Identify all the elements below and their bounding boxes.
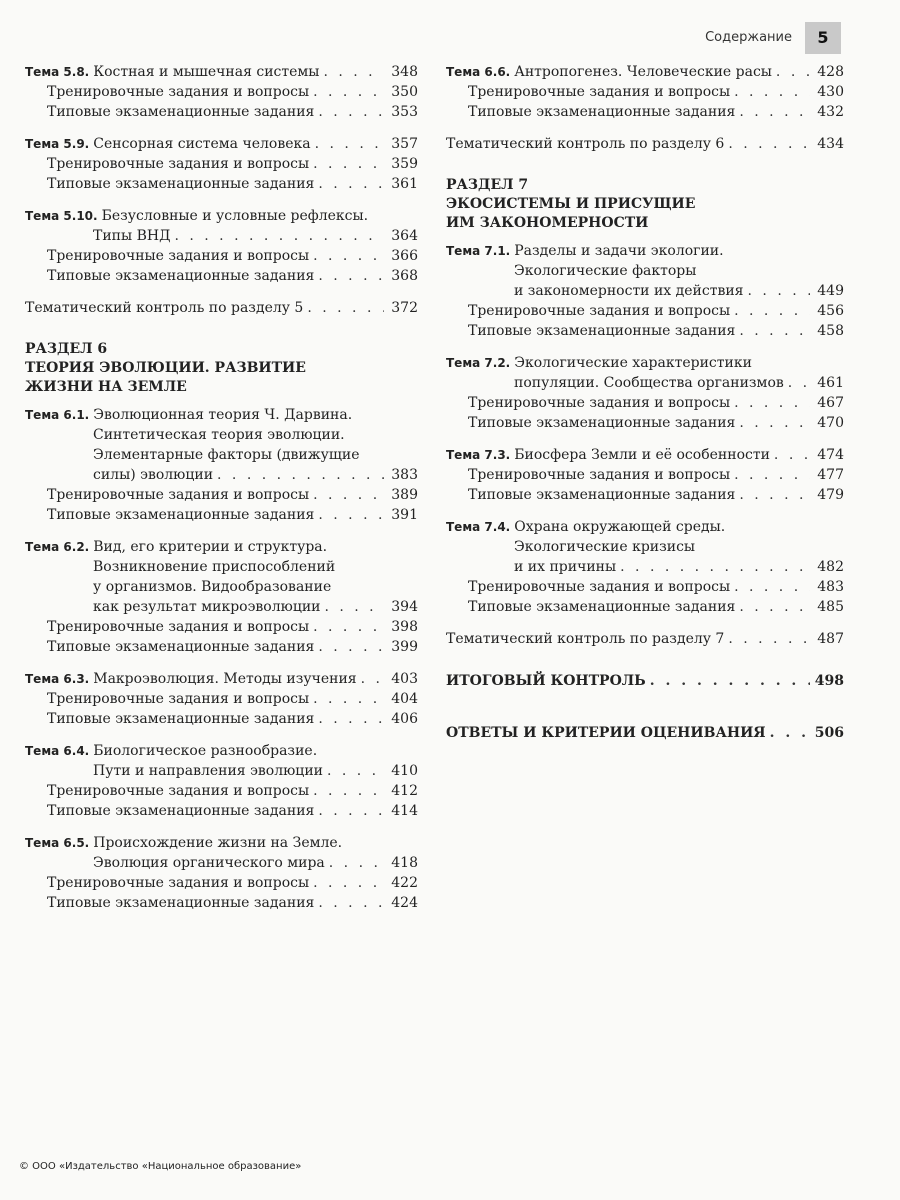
toc-topic [25, 405, 418, 525]
leader-dots [303, 298, 384, 318]
subentry-text: Тренировочные задания и вопросы [47, 619, 310, 635]
topic-title-line [25, 597, 418, 617]
subentry [446, 102, 844, 122]
subentry-page: 404 [391, 691, 418, 707]
subentry-page: 389 [391, 487, 418, 503]
section-heading-line: РАЗДЕЛ 6 [25, 341, 108, 357]
topic-title-line [446, 261, 844, 281]
subentry [25, 637, 418, 657]
leader-dots [314, 505, 384, 525]
topic-title-line [25, 62, 418, 82]
leader-dots [314, 102, 384, 122]
toc-topic [25, 206, 418, 286]
topic-title-text: и закономерности их действия [514, 283, 744, 299]
topic-title-line [25, 669, 418, 689]
topic-page: 461 [817, 375, 844, 391]
topic-title-line [25, 741, 418, 761]
topic-title-line [25, 134, 418, 154]
topic-title-line [25, 761, 418, 781]
subentry [25, 485, 418, 505]
topic-title-text: Макроэволюция. Методы изучения [93, 671, 357, 687]
topic-title-text: Безусловные и условные рефлексы. [101, 208, 369, 224]
topic-title-line [446, 557, 844, 577]
topic-page: 364 [391, 228, 418, 244]
leader-dots [735, 597, 810, 617]
leader-dots [314, 637, 384, 657]
leader-dots [309, 617, 384, 637]
section-heading-line: ЖИЗНИ НА ЗЕМЛЕ [25, 379, 187, 395]
subentry [25, 82, 418, 102]
topic-title-text: Биологическое разнообразие. [93, 743, 318, 759]
section-heading-line: ТЕОРИЯ ЭВОЛЮЦИИ. РАЗВИТИЕ [25, 360, 306, 376]
subentry-text: Типовые экзаменационные задания [468, 104, 736, 120]
subentry-page: 430 [817, 84, 844, 100]
subentry [446, 301, 844, 321]
subentry [25, 266, 418, 286]
topic-title-line [25, 226, 418, 246]
topic-number: Тема 6.6. [446, 65, 511, 79]
running-header-title: Содержание [705, 30, 792, 45]
toc-topic [25, 134, 418, 194]
topic-title-line [446, 353, 844, 373]
leader-dots [311, 134, 384, 154]
subentry [446, 321, 844, 341]
topic-title-text: силы) эволюции [93, 467, 214, 483]
topic-page: 410 [391, 763, 418, 779]
topic-page: 394 [391, 599, 418, 615]
leader-dots [735, 485, 810, 505]
thematic-control-entry-page: 434 [817, 136, 844, 152]
leader-dots [730, 577, 810, 597]
subentry-page: 456 [817, 303, 844, 319]
topic-title-text: Биосфера Земли и её особенности [514, 447, 770, 463]
topic-title-text: Вид, его критерии и структура. [93, 539, 328, 555]
copyright-footer: © ООО «Издательство «Национальное образование» [19, 1161, 302, 1172]
leader-dots [320, 597, 384, 617]
topic-page: 357 [391, 136, 418, 152]
leader-dots [325, 853, 384, 873]
subentry [25, 102, 418, 122]
toc-topic [446, 241, 844, 341]
subentry-text: Тренировочные задания и вопросы [468, 303, 731, 319]
thematic-control-entry-text: Тематический контроль по разделу 6 [446, 136, 725, 152]
subentry [25, 893, 418, 913]
leader-dots [309, 154, 384, 174]
topic-title-text: Экологические факторы [514, 263, 697, 279]
subentry-page: 483 [817, 579, 844, 595]
thematic-control-entry [446, 629, 844, 649]
subentry-page: 406 [391, 711, 418, 727]
subentry-text: Типовые экзаменационные задания [468, 599, 736, 615]
subentry-page: 368 [391, 268, 418, 284]
topic-number: Тема 7.3. [446, 448, 511, 462]
subentry-page: 359 [391, 156, 418, 172]
leader-dots [323, 761, 384, 781]
topic-title-line [25, 577, 418, 597]
subentry [25, 154, 418, 174]
leader-dots [730, 301, 810, 321]
subentry-text: Тренировочные задания и вопросы [468, 84, 731, 100]
subentry [25, 617, 418, 637]
topic-page: 418 [391, 855, 418, 871]
subentry-text: Тренировочные задания и вопросы [47, 875, 310, 891]
toc-topic [25, 833, 418, 913]
toc-topic [446, 353, 844, 433]
topic-number: Тема 6.5. [25, 836, 90, 850]
toc-left-column [25, 62, 418, 925]
topic-title-line [446, 445, 844, 465]
topic-page: 403 [391, 671, 418, 687]
final-entry-text: ОТВЕТЫ И КРИТЕРИИ ОЦЕНИВАНИЯ [446, 725, 766, 741]
subentry-page: 414 [391, 803, 418, 819]
toc-topic [446, 517, 844, 617]
subentry-text: Типовые экзаменационные задания [47, 711, 315, 727]
leader-dots [744, 281, 810, 301]
subentry-page: 391 [391, 507, 418, 523]
subentry-text: Типовые экзаменационные задания [47, 639, 315, 655]
leader-dots [314, 174, 384, 194]
subentry [25, 801, 418, 821]
subentry [25, 781, 418, 801]
topic-page: 348 [391, 64, 418, 80]
subentry-page: 412 [391, 783, 418, 799]
subentry-page: 470 [817, 415, 844, 431]
subentry-text: Типовые экзаменационные задания [47, 268, 315, 284]
leader-dots [730, 393, 810, 413]
subentry-text: Тренировочные задания и вопросы [47, 487, 310, 503]
subentry-page: 353 [391, 104, 418, 120]
leader-dots [784, 373, 810, 393]
topic-title-line [25, 537, 418, 557]
topic-title-line [25, 833, 418, 853]
topic-number: Тема 5.10. [25, 209, 98, 223]
topic-number: Тема 6.3. [25, 672, 90, 686]
leader-dots [314, 266, 384, 286]
topic-title-text: Типы ВНД [93, 228, 171, 244]
topic-page: 383 [391, 467, 418, 483]
topic-title-text: Охрана окружающей среды. [514, 519, 726, 535]
section-heading [446, 176, 844, 233]
toc-topic [446, 445, 844, 505]
topic-number: Тема 7.4. [446, 520, 511, 534]
thematic-control-entry-page: 487 [817, 631, 844, 647]
topic-title-text: Эволюция органического мира [93, 855, 325, 871]
toc-right-column [446, 62, 844, 775]
leader-dots [735, 102, 810, 122]
subentry-text: Тренировочные задания и вопросы [468, 579, 731, 595]
final-entry [446, 723, 844, 743]
leader-dots [646, 671, 810, 691]
leader-dots [772, 62, 810, 82]
leader-dots [314, 709, 384, 729]
toc-topic [25, 537, 418, 657]
topic-title-text: Возникновение приспособлений [93, 559, 336, 575]
leader-dots [730, 82, 810, 102]
leader-dots [616, 557, 810, 577]
subentry [446, 82, 844, 102]
subentry-text: Типовые экзаменационные задания [47, 176, 315, 192]
topic-title-text: Костная и мышечная системы [93, 64, 320, 80]
topic-title-text: как результат микроэволюции [93, 599, 321, 615]
subentry-page: 467 [817, 395, 844, 411]
subentry [25, 505, 418, 525]
leader-dots [766, 723, 810, 743]
leader-dots [309, 246, 384, 266]
subentry-page: 479 [817, 487, 844, 503]
topic-page: 428 [817, 64, 844, 80]
subentry [446, 393, 844, 413]
topic-title-text: у организмов. Видообразование [93, 579, 332, 595]
topic-title-line [25, 853, 418, 873]
thematic-control-entry [25, 298, 418, 318]
topic-title-text: Антропогенез. Человеческие расы [514, 64, 772, 80]
subentry-page: 424 [391, 895, 418, 911]
topic-title-line [25, 425, 418, 445]
topic-number: Тема 6.2. [25, 540, 90, 554]
subentry-text: Тренировочные задания и вопросы [468, 395, 731, 411]
topic-title-text: Синтетическая теория эволюции. [93, 427, 345, 443]
topic-title-line [446, 537, 844, 557]
leader-dots [309, 689, 384, 709]
section-heading-line: ЭКОСИСТЕМЫ И ПРИСУЩИЕ [446, 196, 696, 212]
subentry [446, 413, 844, 433]
leader-dots [357, 669, 384, 689]
topic-title-line [446, 281, 844, 301]
subentry-text: Тренировочные задания и вопросы [47, 248, 310, 264]
section-heading-line: РАЗДЕЛ 7 [446, 177, 529, 193]
leader-dots [309, 82, 384, 102]
subentry-text: Тренировочные задания и вопросы [47, 84, 310, 100]
leader-dots [314, 893, 384, 913]
leader-dots [724, 134, 810, 154]
topic-title-text: Элементарные факторы (движущие [93, 447, 360, 463]
subentry-text: Типовые экзаменационные задания [468, 323, 736, 339]
subentry-text: Тренировочные задания и вопросы [47, 691, 310, 707]
subentry [446, 597, 844, 617]
topic-title-line [25, 465, 418, 485]
leader-dots [770, 445, 810, 465]
leader-dots [213, 465, 384, 485]
page-number-badge: 5 [805, 22, 841, 54]
leader-dots [309, 873, 384, 893]
thematic-control-entry-text: Тематический контроль по разделу 7 [446, 631, 725, 647]
topic-title-text: Экологические кризисы [514, 539, 696, 555]
leader-dots [314, 801, 384, 821]
topic-title-line [446, 517, 844, 537]
subentry [25, 689, 418, 709]
toc-topic [25, 62, 418, 122]
topic-title-text: Разделы и задачи экологии. [514, 243, 724, 259]
topic-title-text: Сенсорная система человека [93, 136, 311, 152]
subentry [25, 709, 418, 729]
topic-number: Тема 7.1. [446, 244, 511, 258]
topic-title-text: Эволюционная теория Ч. Дарвина. [93, 407, 353, 423]
leader-dots [170, 226, 384, 246]
section-heading-line: ИМ ЗАКОНОМЕРНОСТИ [446, 215, 649, 231]
topic-number: Тема 6.4. [25, 744, 90, 758]
subentry [25, 246, 418, 266]
subentry-page: 485 [817, 599, 844, 615]
topic-title-line [446, 373, 844, 393]
subentry [446, 485, 844, 505]
leader-dots [730, 465, 810, 485]
topic-number: Тема 5.8. [25, 65, 90, 79]
topic-title-line [25, 557, 418, 577]
leader-dots [309, 781, 384, 801]
topic-title-text: популяции. Сообщества организмов [514, 375, 784, 391]
subentry-page: 432 [817, 104, 844, 120]
subentry-page: 422 [391, 875, 418, 891]
leader-dots [735, 413, 810, 433]
subentry-text: Типовые экзаменационные задания [47, 507, 315, 523]
topic-number: Тема 6.1. [25, 408, 90, 422]
subentry-text: Типовые экзаменационные задания [47, 104, 315, 120]
topic-page: 449 [817, 283, 844, 299]
topic-title-text: Происхождение жизни на Земле. [93, 835, 343, 851]
subentry-page: 366 [391, 248, 418, 264]
subentry [446, 465, 844, 485]
topic-title-line [446, 62, 844, 82]
topic-title-line [446, 241, 844, 261]
topic-title-line [25, 206, 418, 226]
section-heading [25, 340, 418, 397]
subentry-text: Тренировочные задания и вопросы [47, 156, 310, 172]
thematic-control-entry-text: Тематический контроль по разделу 5 [25, 300, 304, 316]
subentry [25, 174, 418, 194]
subentry-page: 361 [391, 176, 418, 192]
subentry-page: 398 [391, 619, 418, 635]
final-entry-page: 498 [814, 673, 844, 689]
subentry-text: Типовые экзаменационные задания [47, 803, 315, 819]
subentry [446, 577, 844, 597]
topic-number: Тема 7.2. [446, 356, 511, 370]
leader-dots [724, 629, 810, 649]
topic-number: Тема 5.9. [25, 137, 90, 151]
topic-title-line [25, 445, 418, 465]
final-entry-text: ИТОГОВЫЙ КОНТРОЛЬ [446, 673, 646, 689]
subentry-text: Типовые экзаменационные задания [47, 895, 315, 911]
subentry-text: Типовые экзаменационные задания [468, 487, 736, 503]
topic-title-text: Экологические характеристики [514, 355, 752, 371]
leader-dots [735, 321, 810, 341]
topic-title-text: и их причины [514, 559, 617, 575]
thematic-control-entry-page: 372 [391, 300, 418, 316]
subentry-text: Типовые экзаменационные задания [468, 415, 736, 431]
thematic-control-entry [446, 134, 844, 154]
toc-topic [25, 741, 418, 821]
subentry-page: 350 [391, 84, 418, 100]
leader-dots [319, 62, 384, 82]
final-entry [446, 671, 844, 691]
subentry-text: Тренировочные задания и вопросы [47, 783, 310, 799]
toc-topic [25, 669, 418, 729]
final-entry-page: 506 [814, 725, 844, 741]
subentry-page: 458 [817, 323, 844, 339]
leader-dots [309, 485, 384, 505]
topic-page: 474 [817, 447, 844, 463]
subentry-page: 399 [391, 639, 418, 655]
topic-title-line [25, 405, 418, 425]
subentry-page: 477 [817, 467, 844, 483]
subentry [25, 873, 418, 893]
subentry-text: Тренировочные задания и вопросы [468, 467, 731, 483]
topic-title-text: Пути и направления эволюции [93, 763, 323, 779]
topic-page: 482 [817, 559, 844, 575]
toc-topic [446, 62, 844, 122]
